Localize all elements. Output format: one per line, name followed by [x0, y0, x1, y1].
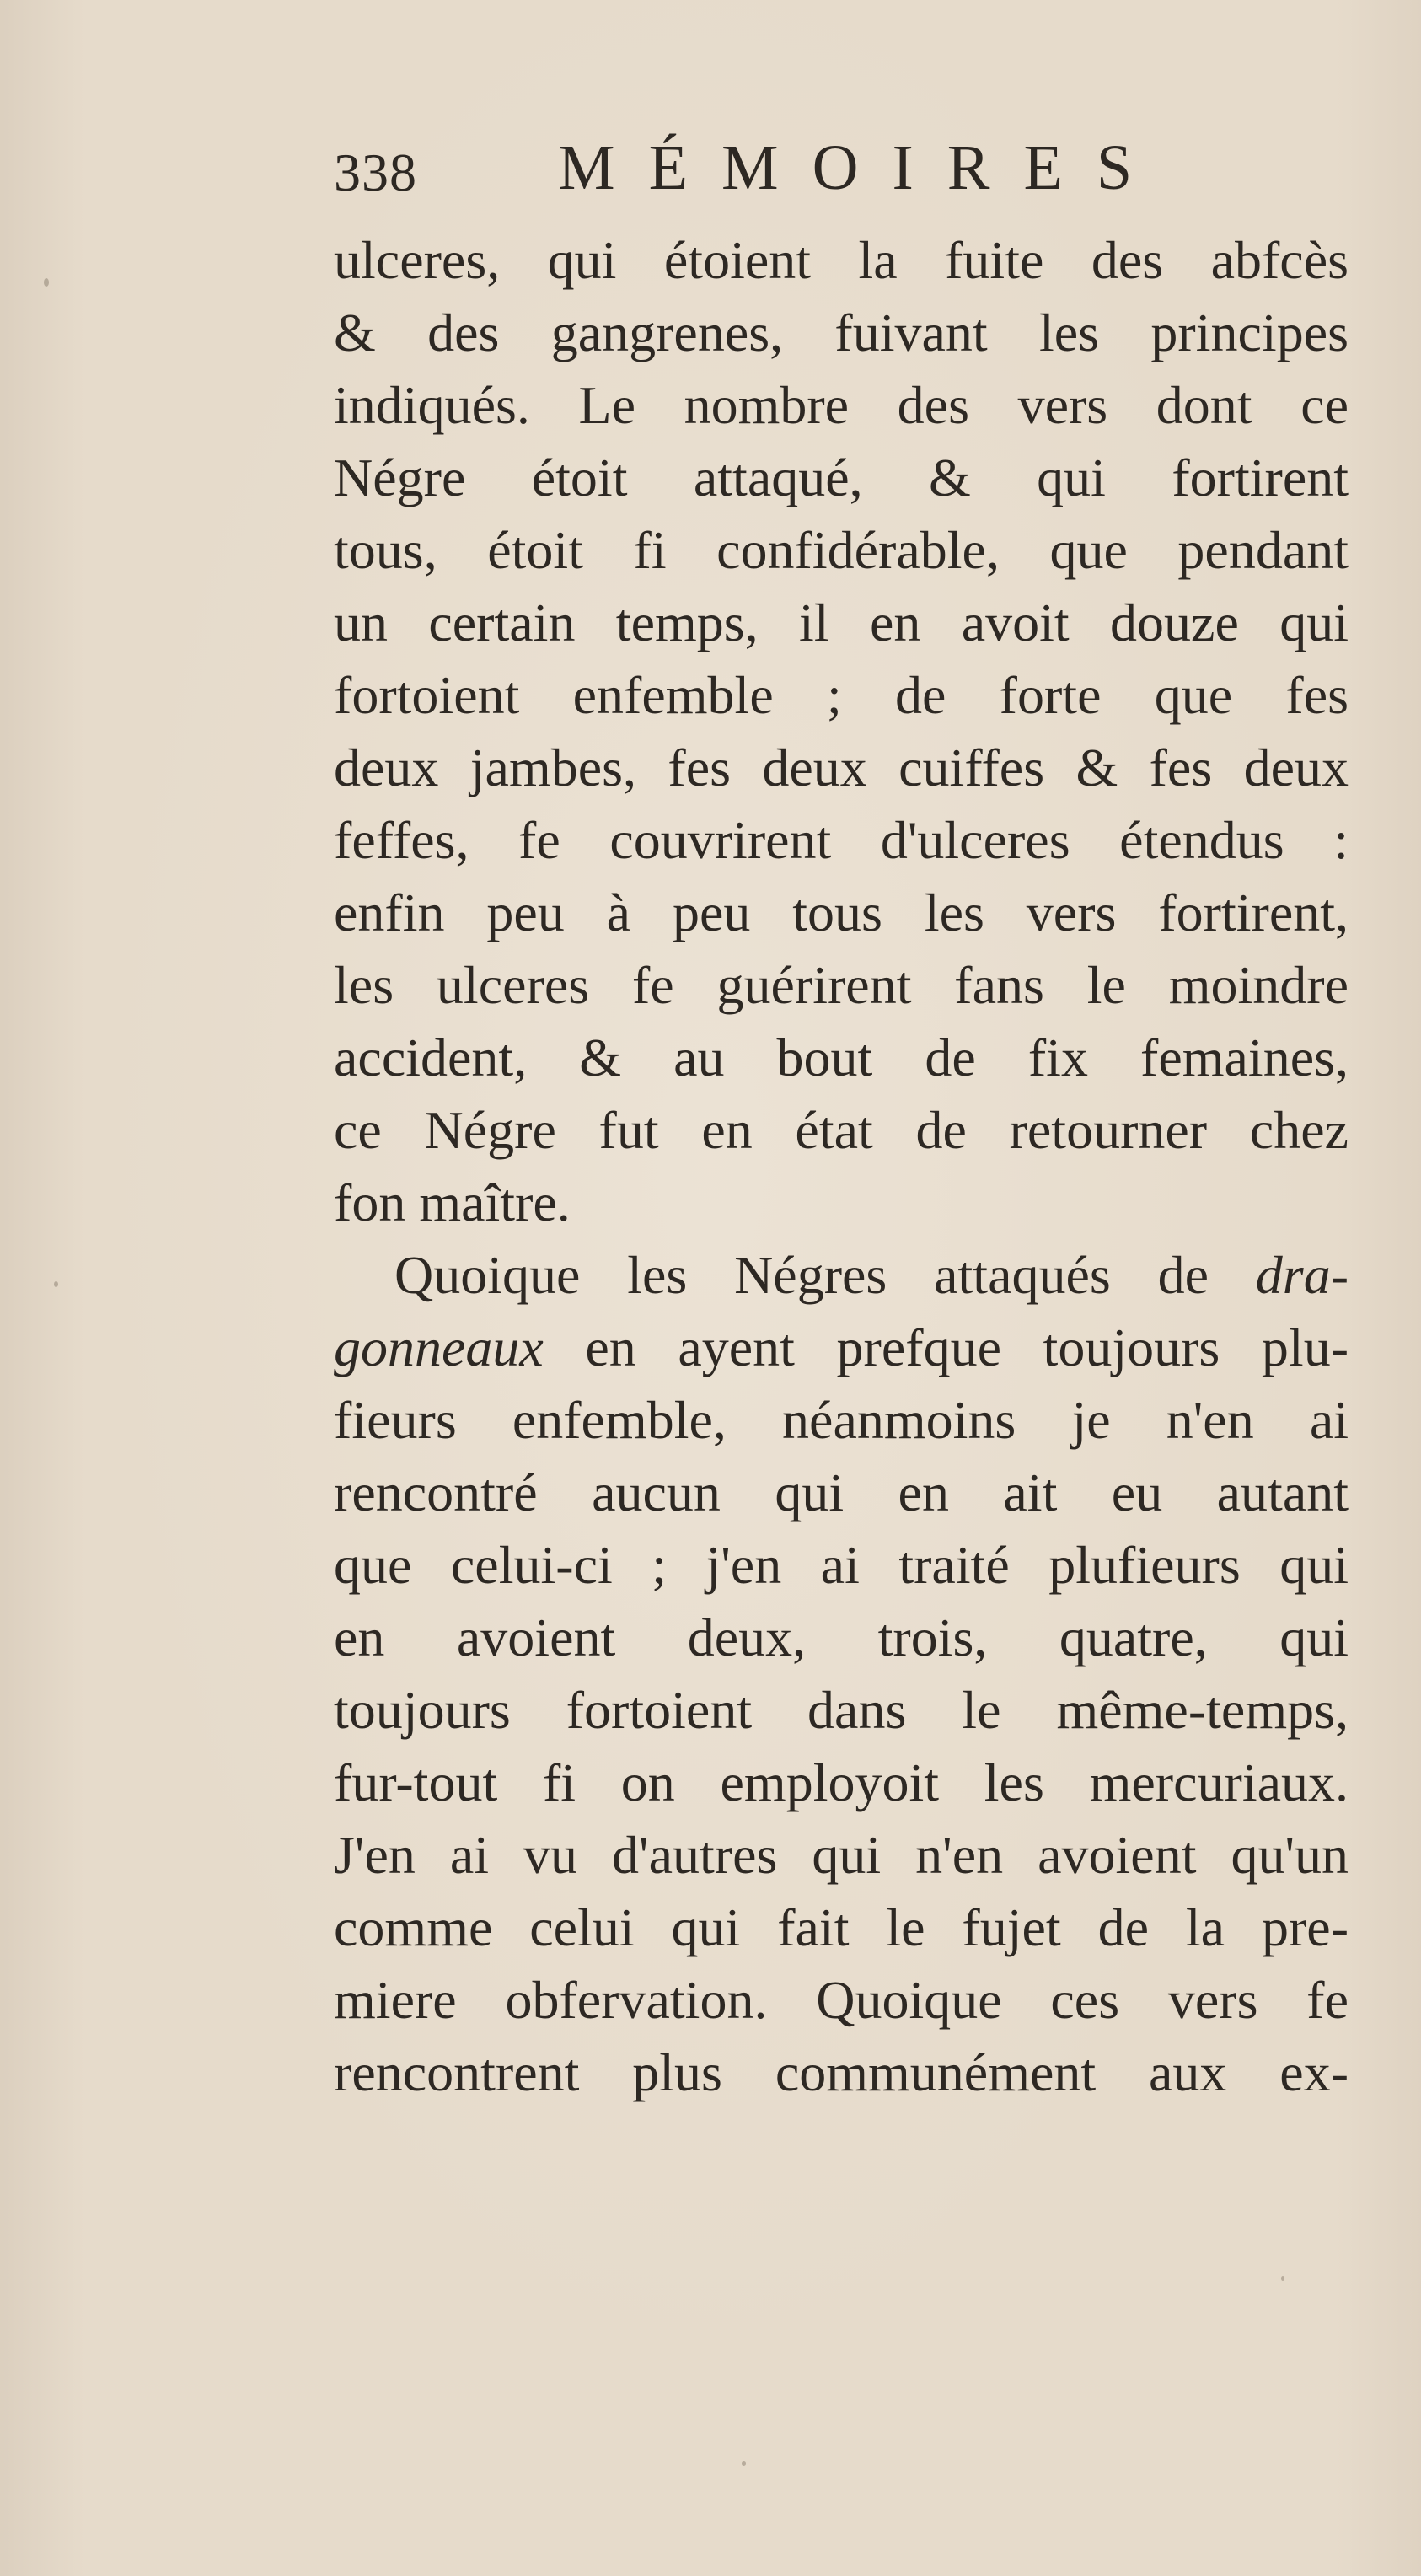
text-line: Négre étoit attaqué, & qui fortirent	[334, 448, 1349, 507]
text-run: Quoique les Négres attaqués de	[394, 1245, 1256, 1305]
page-header	[334, 126, 1177, 211]
text-line: miere obfervation. Quoique ces vers fe	[334, 1970, 1349, 2030]
text-line: ulceres, qui étoient la fuite des abfcès	[334, 230, 1349, 290]
text-line: fortoient enfemble ; de forte que fes	[334, 665, 1349, 725]
paper-speck	[1281, 2276, 1284, 2281]
text-line: accident, & au bout de fix femaines,	[334, 1028, 1349, 1087]
text-line: les ulceres fe guérirent fans le moindre	[334, 955, 1349, 1015]
text-line: rencontré aucun qui en ait eu autant	[334, 1462, 1349, 1522]
italic-term: gonneaux	[334, 1318, 544, 1377]
text-line: deux jambes, fes deux cuiffes & fes deux	[334, 738, 1349, 797]
text-line: fur-tout fi on employoit les mercuriaux.	[334, 1752, 1349, 1812]
text-line: fieurs enfemble, néanmoins je n'en ai	[334, 1390, 1349, 1450]
text-line: toujours fortoient dans le même-temps,	[334, 1680, 1349, 1740]
text-run: en ayent prefque toujours plu-	[543, 1318, 1349, 1377]
text-line: un certain temps, il en avoit douze qui	[334, 593, 1349, 652]
paper-speck	[44, 278, 49, 287]
text-line: feffes, fe couvrirent d'ulceres étendus :	[334, 810, 1349, 870]
text-line: indiqués. Le nombre des vers dont ce	[334, 375, 1349, 435]
page-number: 338	[334, 142, 417, 202]
text-line: & des gangrenes, fuivant les principes	[334, 303, 1349, 362]
text-line: en avoient deux, trois, quatre, qui	[334, 1607, 1349, 1667]
paper-speck	[742, 2461, 746, 2466]
text-line	[394, 1239, 1349, 1312]
italic-term: dra-	[1255, 1245, 1349, 1305]
text-line: ce Négre fut en état de retourner chez	[334, 1100, 1349, 1160]
text-line: tous, étoit fi confidérable, que pendant	[334, 520, 1349, 580]
text-line: enfin peu à peu tous les vers fortirent,	[334, 883, 1349, 942]
text-line: que celui-ci ; j'en ai traité plufieurs qui	[334, 1535, 1349, 1595]
text-line	[334, 1312, 1349, 1384]
running-title: MÉMOIRES	[558, 132, 1166, 203]
text-line: comme celui qui fait le fujet de la pre-	[334, 1897, 1349, 1957]
text-line: rencontrent plus communément aux ex-	[334, 2042, 1349, 2102]
text-line: fon maître.	[334, 1173, 571, 1232]
text-line: J'en ai vu d'autres qui n'en avoient qu'un	[334, 1825, 1349, 1885]
paper-speck	[54, 1281, 58, 1287]
